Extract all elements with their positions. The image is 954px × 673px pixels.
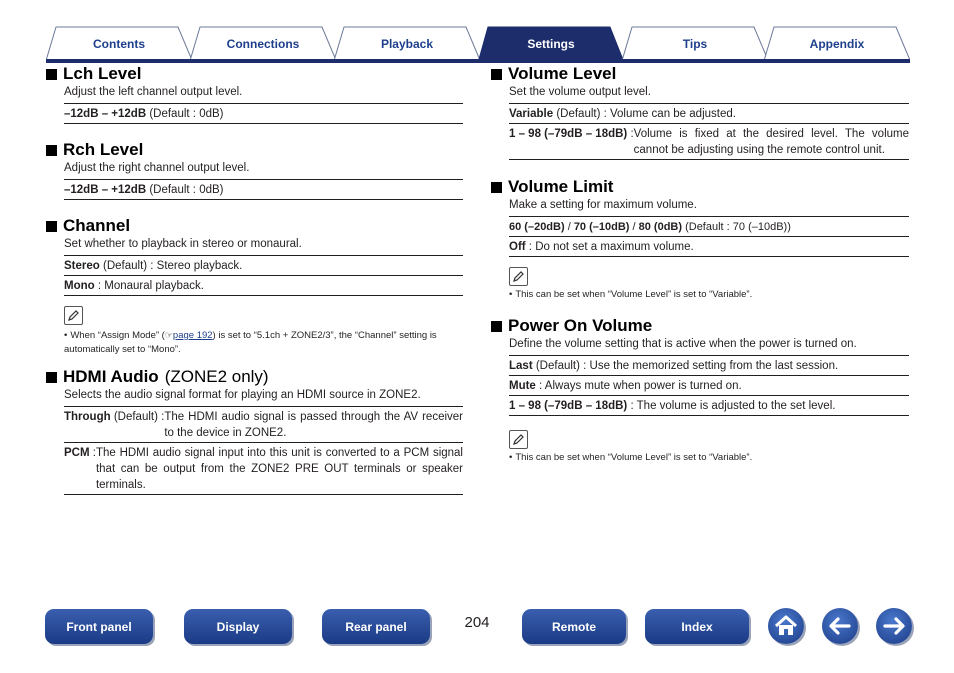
option-value: : Always mute when power is turned on. xyxy=(535,380,742,392)
option-key: 60 (–20dB) xyxy=(509,221,565,233)
heading-text: Channel xyxy=(63,216,131,235)
tab-label: Appendix xyxy=(809,37,865,51)
option-row xyxy=(509,104,909,124)
section-heading xyxy=(46,64,463,84)
square-bullet-icon xyxy=(46,69,57,80)
option-separator: : xyxy=(89,447,96,459)
option-key xyxy=(509,126,634,158)
section-heading xyxy=(491,316,909,336)
arrow-right-icon xyxy=(881,613,907,639)
section-volume-limit xyxy=(491,177,909,302)
section-rch-level xyxy=(46,140,463,200)
forward-button[interactable] xyxy=(876,608,912,644)
option-key: Stereo xyxy=(64,260,100,272)
option-row xyxy=(509,217,909,237)
option-key: –12dB – +12dB xyxy=(64,184,147,196)
tab-playback[interactable] xyxy=(334,26,480,60)
option-value: (Default : 0dB) xyxy=(146,108,224,120)
note-pencil-icon xyxy=(64,306,83,325)
note-pencil-icon xyxy=(509,430,528,449)
options-list xyxy=(64,406,463,495)
button-label: Rear panel xyxy=(345,619,407,634)
remote-button[interactable] xyxy=(522,609,626,644)
option-value: The HDMI audio signal is passed through the AV receiver to the device in ZONE2. xyxy=(164,411,463,439)
section-lch-level xyxy=(46,64,463,124)
option-separator: : xyxy=(627,128,634,140)
option-key: Mono xyxy=(64,280,95,292)
option-value: : Do not set a maximum volume. xyxy=(525,241,694,253)
button-label: Index xyxy=(681,619,713,634)
section-volume-level xyxy=(491,64,909,160)
option-row xyxy=(509,376,909,396)
heading-text: Volume Limit xyxy=(508,177,614,196)
option-key: –12dB – +12dB xyxy=(64,108,147,120)
index-button[interactable] xyxy=(645,609,749,644)
section-heading xyxy=(491,64,909,84)
tab-label: Playback xyxy=(380,37,434,51)
note-text-part: ) is set to “5.1ch + ZONE2/3”, the “Channel” setting is automatically set to “Mono”. xyxy=(64,330,437,355)
option-separator: / xyxy=(564,221,574,233)
option-value: : The volume is adjusted to the set level. xyxy=(627,400,836,412)
option-key xyxy=(64,409,164,441)
option-row xyxy=(64,443,463,495)
heading-suffix: (ZONE2 only) xyxy=(164,367,269,386)
options-list xyxy=(64,179,463,200)
square-bullet-icon xyxy=(46,221,57,232)
heading-text: HDMI Audio xyxy=(63,367,159,386)
section-description: Adjust the right channel output level. xyxy=(64,162,250,174)
section-power-on-volume xyxy=(491,316,909,465)
section-heading xyxy=(491,177,909,197)
option-row xyxy=(509,396,909,416)
section-description: Set whether to playback in stereo or monaural. xyxy=(64,238,302,250)
display-button[interactable] xyxy=(184,609,292,644)
home-icon xyxy=(773,613,799,639)
options-list xyxy=(509,355,909,416)
front-panel-button[interactable] xyxy=(45,609,153,644)
section-hdmi-audio xyxy=(46,367,463,495)
option-row xyxy=(64,180,463,200)
home-button[interactable] xyxy=(768,608,804,644)
option-row xyxy=(64,407,463,443)
option-value: (Default) : Use the memorized setting from the last session. xyxy=(532,360,839,372)
note-text: • This can be set when “Volume Level” is set to “Variable”. xyxy=(509,452,753,463)
square-bullet-icon xyxy=(491,321,502,332)
square-bullet-icon xyxy=(46,145,57,156)
section-description: Set the volume output level. xyxy=(509,86,651,98)
option-separator: / xyxy=(629,221,639,233)
option-value: : Monaural playback. xyxy=(94,280,204,292)
tab-label: Tips xyxy=(682,37,708,51)
note-text-part: This can be set when “Volume Level” is set to “Variable”. xyxy=(515,452,753,463)
note-text-part: This can be set when “Volume Level” is set to “Variable”. xyxy=(515,289,753,300)
button-label: Front panel xyxy=(66,619,132,634)
heading-text: Lch Level xyxy=(63,64,142,83)
option-row xyxy=(509,356,909,376)
option-key-text: PCM xyxy=(64,447,90,459)
option-row xyxy=(509,237,909,257)
tab-contents[interactable] xyxy=(46,26,192,60)
rear-panel-button[interactable] xyxy=(322,609,430,644)
section-description: Selects the audio signal format for playing an HDMI source in ZONE2. xyxy=(64,389,421,401)
tab-bar xyxy=(46,26,910,62)
heading-text: Volume Level xyxy=(508,64,617,83)
option-value: (Default : 70 (–10dB)) xyxy=(682,221,791,233)
option-key: Mute xyxy=(509,380,536,392)
note-text: • When “Assign Mode” (☞page 192) is set to “5.1ch + ZONE2/3”, the “Channel” setting is automatically set to “Mono”. xyxy=(64,330,437,355)
tab-label: Settings xyxy=(527,37,575,51)
options-list xyxy=(64,255,463,296)
options-list xyxy=(509,216,909,257)
note-pencil-icon xyxy=(509,267,528,286)
section-channel xyxy=(46,216,463,357)
note-text: • This can be set when “Volume Level” is set to “Variable”. xyxy=(509,289,753,300)
button-label: Remote xyxy=(551,619,596,634)
note-text-part: When “Assign Mode” ( xyxy=(70,330,165,341)
tab-tips[interactable] xyxy=(622,26,768,60)
square-bullet-icon xyxy=(491,69,502,80)
option-key: 1 – 98 (–79dB – 18dB) xyxy=(509,400,628,412)
heading-text: Power On Volume xyxy=(508,316,653,335)
option-value: (Default) : Volume can be adjusted. xyxy=(553,108,736,120)
section-description: Make a setting for maximum volume. xyxy=(509,199,697,211)
option-row xyxy=(509,124,909,160)
option-key: Last xyxy=(509,360,533,372)
heading-text: Rch Level xyxy=(63,140,144,159)
option-value: (Default) : Stereo playback. xyxy=(99,260,243,272)
left-column xyxy=(46,64,463,495)
option-key: 80 (0dB) xyxy=(638,221,683,233)
square-bullet-icon xyxy=(46,372,57,383)
option-value: (Default : 0dB) xyxy=(146,184,224,196)
arrow-left-icon xyxy=(827,613,853,639)
page-number: 204 xyxy=(464,614,490,631)
tab-label: Connections xyxy=(226,37,300,51)
options-list xyxy=(509,103,909,160)
option-value: The HDMI audio signal input into this unit is converted to a PCM signal that can be output from the ZONE2 PRE OUT terminals or speaker terminals. xyxy=(95,447,463,491)
page-192-link[interactable]: page 192 xyxy=(172,330,213,341)
section-description: Adjust the left channel output level. xyxy=(64,86,243,98)
square-bullet-icon xyxy=(491,182,502,193)
section-description: Define the volume setting that is active when the power is turned on. xyxy=(509,338,857,350)
option-key-text: 1 – 98 (–79dB – 18dB) xyxy=(509,128,628,140)
option-row xyxy=(64,256,463,276)
back-button[interactable] xyxy=(822,608,858,644)
options-list xyxy=(64,103,463,124)
option-key xyxy=(64,445,96,493)
tab-appendix[interactable] xyxy=(764,26,910,60)
right-column xyxy=(491,64,909,465)
section-heading xyxy=(46,216,463,236)
option-key: 70 (–10dB) xyxy=(573,221,630,233)
button-label: Display xyxy=(216,619,260,634)
tab-connections[interactable] xyxy=(190,26,336,60)
tab-label: Contents xyxy=(93,37,145,51)
option-separator: (Default) : xyxy=(110,411,165,423)
reference-icon: ☞ xyxy=(164,330,173,340)
option-key: Variable xyxy=(509,108,554,120)
option-row xyxy=(64,104,463,124)
option-key-text: Through xyxy=(64,411,111,423)
option-key: Off xyxy=(509,241,526,253)
option-value: Volume is fixed at the desired level. The volume cannot be adjusting using the remote control unit. xyxy=(633,128,909,156)
section-heading xyxy=(46,140,463,160)
option-row xyxy=(64,276,463,296)
section-heading xyxy=(46,367,463,387)
tab-settings[interactable] xyxy=(478,26,624,60)
